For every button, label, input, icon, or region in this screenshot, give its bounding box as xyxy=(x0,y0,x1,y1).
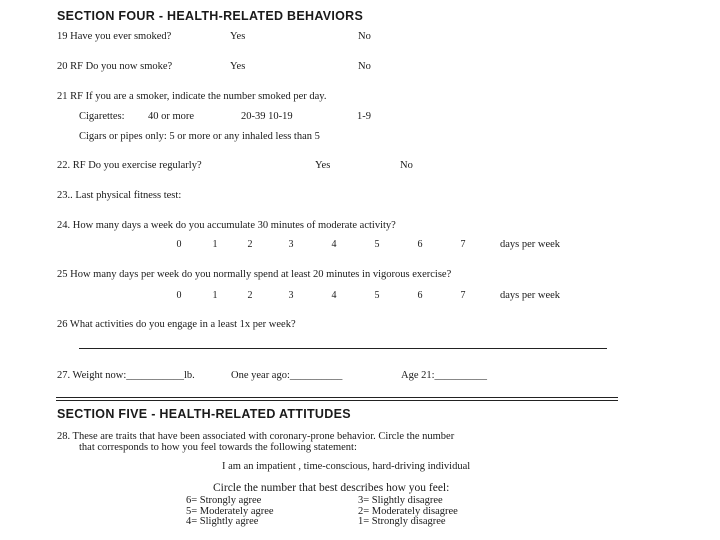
section-divider-2 xyxy=(56,400,618,401)
scale-option-5[interactable]: 5= Moderately agree xyxy=(186,505,274,517)
q19-yes-option[interactable]: Yes xyxy=(230,31,246,42)
q22-no-option[interactable]: No xyxy=(400,160,413,171)
q25-day-option-1[interactable]: 1 xyxy=(212,290,218,301)
q21-cig-option-40-more[interactable]: 40 or more xyxy=(148,111,195,122)
scale-disagree-column xyxy=(358,496,458,528)
q28-circle-instruction: Circle the number that best describes how you feel: xyxy=(213,482,450,494)
q27-one-year-ago[interactable]: One year ago:__________ xyxy=(231,370,343,381)
q24-text: 24. How many days a week do you accumulate 30 minutes of moderate activity? xyxy=(57,220,396,231)
q27-weight-now[interactable]: 27. Weight now:___________lb. xyxy=(57,370,195,381)
q25-day-option-3[interactable]: 3 xyxy=(288,290,294,301)
scale-option-3[interactable]: 3= Slightly disagree xyxy=(358,495,443,506)
q28-statement: I am an impatient , time-conscious, hard-driving individual xyxy=(222,461,471,472)
q25-day-option-7[interactable]: 7 xyxy=(460,290,466,301)
q21-cig-option-1-9[interactable]: 1-9 xyxy=(357,111,371,122)
q24-day-option-6[interactable]: 6 xyxy=(417,239,423,250)
scale-option-6[interactable]: 6= Strongly agree xyxy=(186,495,262,506)
q19-text: 19 Have you ever smoked? xyxy=(57,31,172,42)
q25-text: 25 How many days per week do you normally spend at least 20 minutes in vigorous exercise? xyxy=(57,269,452,280)
q26-text: 26 What activities do you engage in a least 1x per week? xyxy=(57,319,296,330)
section-divider xyxy=(56,397,618,398)
q28-line-1: 28. These are traits that have been associated with coronary-prone behavior. Circle the number xyxy=(57,431,455,442)
q21-cigarettes-label: Cigarettes: xyxy=(79,111,125,122)
q24-day-option-4[interactable]: 4 xyxy=(331,239,337,250)
q25-day-option-0[interactable]: 0 xyxy=(176,290,182,301)
q25-day-option-6[interactable]: 6 xyxy=(417,290,423,301)
q20-text: 20 RF Do you now smoke? xyxy=(57,61,173,72)
scale-agree-column xyxy=(186,496,274,528)
q24-day-option-7[interactable]: 7 xyxy=(460,239,466,250)
q21-cig-option-20-39-10-19[interactable]: 20-39 10-19 xyxy=(241,111,293,122)
q24-day-option-5[interactable]: 5 xyxy=(374,239,380,250)
q27-age-21[interactable]: Age 21:__________ xyxy=(401,370,488,381)
q22-text: 22. RF Do you exercise regularly? xyxy=(57,160,202,171)
scale-option-4[interactable]: 4= Slightly agree xyxy=(186,516,259,527)
q26-answer-line[interactable] xyxy=(79,348,607,349)
q22-yes-option[interactable]: Yes xyxy=(315,160,331,171)
q25-days-per-week: days per week xyxy=(500,290,561,301)
q24-day-option-2[interactable]: 2 xyxy=(247,239,253,250)
q21-text: 21 RF If you are a smoker, indicate the number smoked per day. xyxy=(57,91,327,102)
q28-line-2: that corresponds to how you feel towards the following statement: xyxy=(79,442,357,453)
q20-no-option[interactable]: No xyxy=(358,61,371,72)
q24-day-option-3[interactable]: 3 xyxy=(288,239,294,250)
q23-text: 23.. Last physical fitness test: xyxy=(57,190,182,201)
q24-day-option-0[interactable]: 0 xyxy=(176,239,182,250)
q20-yes-option[interactable]: Yes xyxy=(230,61,246,72)
q19-no-option[interactable]: No xyxy=(358,31,371,42)
scale-option-1[interactable]: 1= Strongly disagree xyxy=(358,516,446,527)
section-four-title: SECTION FOUR - HEALTH-RELATED BEHAVIORS xyxy=(57,9,364,23)
section-five-title: SECTION FIVE - HEALTH-RELATED ATTITUDES xyxy=(57,407,351,421)
q25-day-option-5[interactable]: 5 xyxy=(374,290,380,301)
q24-days-per-week: days per week xyxy=(500,239,561,250)
q24-day-option-1[interactable]: 1 xyxy=(212,239,218,250)
q25-day-option-2[interactable]: 2 xyxy=(247,290,253,301)
q21-pipes-line[interactable]: Cigars or pipes only: 5 or more or any inhaled less than 5 xyxy=(79,131,320,142)
scale-option-2[interactable]: 2= Moderately disagree xyxy=(358,505,458,517)
q25-day-option-4[interactable]: 4 xyxy=(331,290,337,301)
